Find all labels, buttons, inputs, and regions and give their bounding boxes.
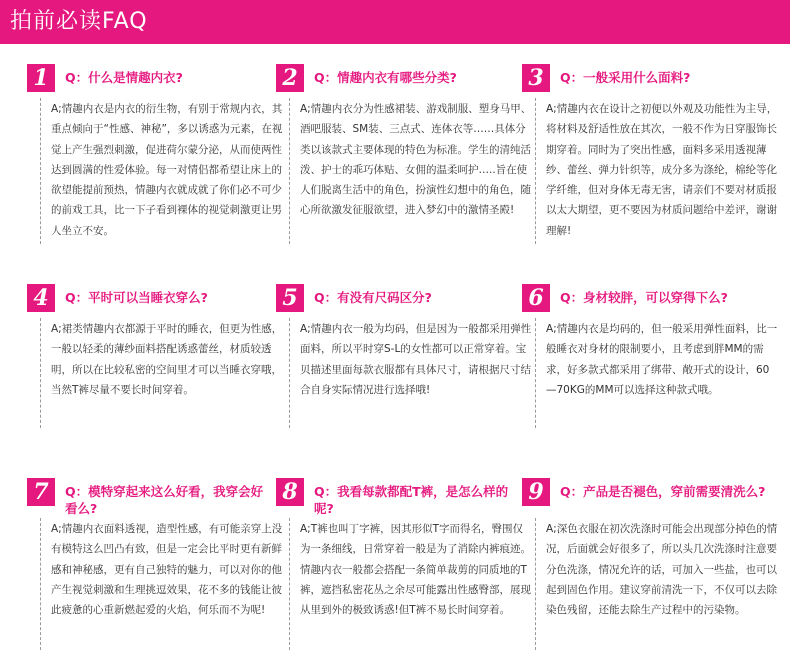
faq-number-badge: 2: [276, 64, 304, 92]
faq-card-1: [27, 64, 283, 250]
faq-number-badge: 9: [522, 478, 550, 506]
dashed-divider: [40, 318, 41, 428]
faq-card-2: [276, 64, 532, 250]
faq-question: Q：产品是否褪色，穿前需要清洗么?: [560, 484, 766, 499]
dashed-divider: [40, 98, 41, 244]
page-title: 拍前必读FAQ: [10, 9, 148, 34]
faq-answer: A;情趣内衣是内衣的衍生物，有别于常规内衣，其重点倾向于“性感、神秘”，多以诱惑为元素，在视觉上产生强烈刺激，促进荷尔蒙分泌，从而使两性达到圆满的性爱体验。每一对情侣都希望让床上的欲望能提前预热，情趣内衣就成就了你们必不可少的前戏工具，比一下子看到裸体的视觉刺激更让男人坐立不安。: [51, 103, 283, 237]
dashed-divider: [289, 98, 290, 244]
faq-answer: A;情趣内衣面料透视，造型性感，有可能亲穿上没有模特这么凹凸有致，但是一定会比平时更有新鲜感和神秘感，更有自己独特的魅力，可以对你的他产生视觉刺激和生理挑逗效果，花不多的钱能让彼此疲惫的心重新燃起爱的火焰，何乐而不为呢!: [51, 523, 283, 617]
faq-answer: A;情趣内衣在设计之初便以外观及功能性为主导，将材料及舒适性放在其次，一般不作为日穿服饰长期穿着。同时为了突出性感，面料多采用透视薄纱、蕾丝、弹力针织等，成分多为涤纶，棉纶等化学纤维，但对身体无毒无害，请亲们不要对材质报以太大期望，更不要因为材质问题给中差评，谢谢理解!: [546, 103, 778, 237]
dashed-divider: [289, 518, 290, 650]
faq-question: Q：什么是情趣内衣?: [65, 70, 183, 85]
faq-question: Q：我看每款都配T裤，是怎么样的呢?: [314, 484, 509, 516]
faq-number-badge: 3: [522, 64, 550, 92]
faq-card-8: [276, 478, 531, 654]
faq-answer: A;情趣内衣是均码的，但一般采用弹性面料，比一般睡衣对身材的限制要小，且考虑到胖MM的需求，好多款式都采用了绑带、敞开式的设计，60—70KG的MM可以选择这种款式哦。: [546, 323, 778, 396]
faq-answer: A;T裤也叫丁字裤，因其形似T字而得名，臀围仅为一条细线，日常穿着一般是为了消除内裤痕迹。情趣内衣一般都会搭配一条简单裁剪的同质地的T裤，遮挡私密花丛之余尽可能露出性感臀部，展现从里到外的极致诱惑!但T裤不易长时间穿着。: [300, 523, 531, 617]
faq-number-badge: 5: [276, 284, 304, 312]
dashed-divider: [535, 98, 536, 244]
faq-card-5: [276, 284, 532, 434]
faq-card-4: [27, 284, 283, 434]
faq-card-6: [522, 284, 778, 434]
faq-answer: A;情趣内衣一般为均码，但是因为一般都采用弹性面料，所以平时穿S-L的女性都可以正常穿着。宝贝描述里面每款衣服都有具体尺寸，请根据尺寸结合自身实际情况进行选择哦!: [300, 323, 532, 396]
faq-number-badge: 7: [27, 478, 55, 506]
faq-question: Q：平时可以当睡衣穿么?: [65, 290, 208, 305]
faq-question: Q：有没有尺码区分?: [314, 290, 432, 305]
faq-number-badge: 6: [522, 284, 550, 312]
faq-card-7: [27, 478, 283, 654]
dashed-divider: [289, 318, 290, 428]
faq-number-badge: 4: [27, 284, 55, 312]
faq-question: Q：身材较胖，可以穿得下么?: [560, 290, 728, 305]
faq-answer: A;情趣内衣分为性感裙装、游戏制服、塑身马甲、酒吧服装、SM装、三点式、连体衣等……具体分类以该款式主要体现的特色为标准。学生的清纯活泼、护士的乖巧体贴、女佣的温柔呵护…..旨在使人们脱离生活中的角色，扮演性幻想中的角色，随心所欲激发征服欲望，进入梦幻中的激情圣殿!: [300, 103, 532, 217]
faq-answer: A;裙类情趣内衣都源于平时的睡衣，但更为性感，一般以轻柔的薄纱面料搭配诱惑蕾丝，材质较透明，所以在比较私密的空间里才可以当睡衣穿哦，当然T裤尽量不要长时间穿着。: [51, 323, 283, 396]
faq-card-9: [522, 478, 778, 654]
faq-question: Q：模特穿起来这么好看，我穿会好看么?: [65, 484, 264, 516]
page-header: [0, 0, 790, 44]
faq-number-badge: 8: [276, 478, 304, 506]
faq-card-3: [522, 64, 778, 250]
faq-question: Q：一般采用什么面料?: [560, 70, 691, 85]
dashed-divider: [40, 518, 41, 650]
dashed-divider: [535, 318, 536, 428]
faq-answer: A;深色衣服在初次洗涤时可能会出现部分掉色的情况，后面就会好很多了，所以头几次洗涤时注意要分色洗涤，情况允许的话，可加入一些盐，也可以起到固色作用。建议穿前清洗一下，不仅可以去除染色残留，还能去除生产过程中的污染物。: [546, 523, 778, 617]
dashed-divider: [535, 518, 536, 650]
faq-question: Q：情趣内衣有哪些分类?: [314, 70, 457, 85]
faq-number-badge: 1: [27, 64, 55, 92]
